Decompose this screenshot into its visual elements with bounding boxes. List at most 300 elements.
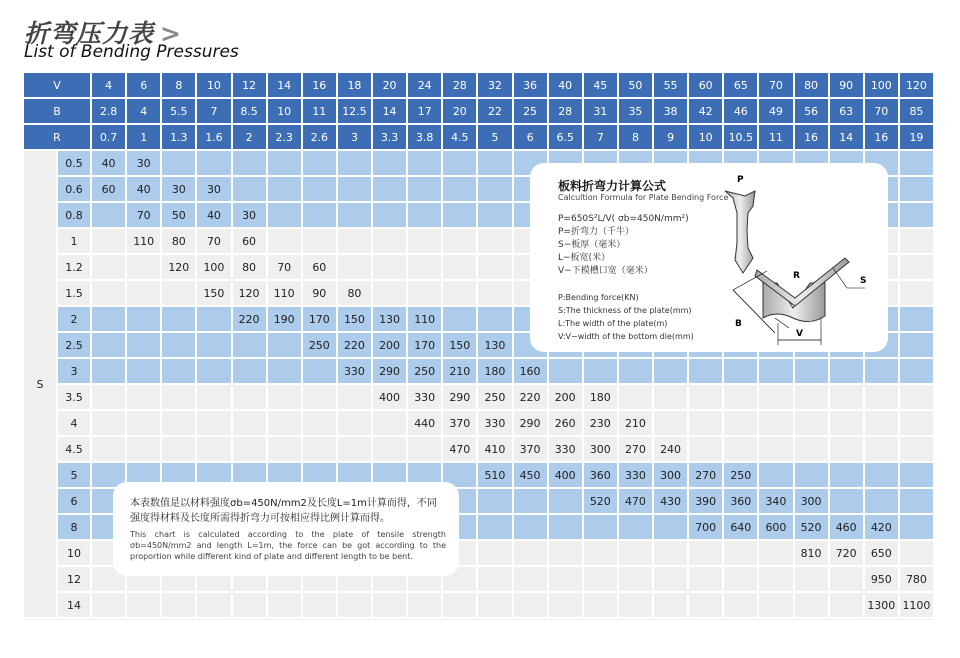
header-cell: 19 — [900, 125, 935, 151]
s-value: 0.5 — [58, 151, 92, 177]
table-cell: 150 — [443, 333, 478, 359]
table-cell — [724, 593, 759, 619]
table-cell — [830, 437, 865, 463]
table-cell — [127, 333, 162, 359]
table-cell — [127, 593, 162, 619]
page-title-en: List of Bending Pressures — [24, 42, 239, 62]
table-cell: 230 — [584, 411, 619, 437]
table-cell — [900, 541, 935, 567]
s-value: 10 — [58, 541, 92, 567]
table-cell: 260 — [549, 411, 584, 437]
table-cell — [830, 489, 865, 515]
table-cell — [724, 437, 759, 463]
header-cell: 3.3 — [373, 125, 408, 151]
table-cell — [268, 385, 303, 411]
table-cell — [233, 385, 268, 411]
table-cell — [865, 385, 900, 411]
table-cell: 220 — [233, 307, 268, 333]
table-cell: 120 — [162, 255, 197, 281]
table-cell — [865, 411, 900, 437]
table-cell — [162, 359, 197, 385]
header-cell: 20 — [373, 73, 408, 99]
table-cell — [162, 385, 197, 411]
table-cell — [268, 359, 303, 385]
table-cell — [443, 307, 478, 333]
header-cell: 28 — [549, 99, 584, 125]
header-cell: 85 — [900, 99, 935, 125]
header-cell: 28 — [443, 73, 478, 99]
table-cell — [373, 203, 408, 229]
table-cell — [900, 515, 935, 541]
table-cell: 470 — [619, 489, 654, 515]
table-cell: 180 — [478, 359, 513, 385]
table-cell — [233, 593, 268, 619]
table-cell — [268, 151, 303, 177]
table-cell — [92, 359, 127, 385]
table-cell: 470 — [443, 437, 478, 463]
table-cell — [724, 359, 759, 385]
table-cell — [162, 593, 197, 619]
header-cell: 2 — [233, 125, 268, 151]
table-cell — [900, 255, 935, 281]
table-cell — [303, 229, 338, 255]
header-cell: 4 — [92, 73, 127, 99]
table-cell — [92, 437, 127, 463]
table-cell — [654, 359, 689, 385]
table-cell — [162, 437, 197, 463]
header-cell: 3.8 — [408, 125, 443, 151]
table-cell — [724, 567, 759, 593]
table-cell — [549, 541, 584, 567]
formula-line: P:Bending force(KN) — [558, 293, 639, 302]
table-cell — [689, 411, 724, 437]
table-cell: 30 — [197, 177, 232, 203]
header-cell: 40 — [549, 73, 584, 99]
table-cell — [162, 411, 197, 437]
s-value: 4 — [58, 411, 92, 437]
table-cell: 420 — [865, 515, 900, 541]
header-cell: 35 — [619, 99, 654, 125]
formula-lines-cn — [558, 213, 689, 278]
table-cell: 150 — [197, 281, 232, 307]
table-cell: 640 — [724, 515, 759, 541]
table-cell — [373, 255, 408, 281]
table-cell: 110 — [268, 281, 303, 307]
table-cell — [197, 411, 232, 437]
table-cell: 330 — [549, 437, 584, 463]
table-cell — [900, 411, 935, 437]
table-cell — [92, 281, 127, 307]
table-cell: 150 — [338, 307, 373, 333]
table-cell — [92, 411, 127, 437]
table-cell — [900, 307, 935, 333]
table-cell: 810 — [795, 541, 830, 567]
table-cell — [127, 359, 162, 385]
header-cell: 38 — [654, 99, 689, 125]
table-cell — [759, 437, 794, 463]
table-cell: 390 — [689, 489, 724, 515]
table-cell — [478, 229, 513, 255]
header-cell: 42 — [689, 99, 724, 125]
table-cell: 90 — [303, 281, 338, 307]
header-cell: 1 — [127, 125, 162, 151]
table-cell — [338, 229, 373, 255]
table-cell — [830, 411, 865, 437]
table-cell: 520 — [795, 515, 830, 541]
table-cell — [865, 359, 900, 385]
table-cell — [689, 593, 724, 619]
table-cell — [338, 411, 373, 437]
table-cell — [830, 593, 865, 619]
table-cell — [900, 229, 935, 255]
table-cell — [900, 333, 935, 359]
formula-line: S:The thickness of the plate(mm) — [558, 306, 692, 315]
table-cell — [233, 177, 268, 203]
header-cell: 16 — [795, 125, 830, 151]
table-cell: 220 — [338, 333, 373, 359]
table-cell — [584, 515, 619, 541]
table-cell — [197, 333, 232, 359]
table-cell — [900, 489, 935, 515]
table-cell: 210 — [443, 359, 478, 385]
table-cell — [197, 359, 232, 385]
table-cell — [127, 255, 162, 281]
table-cell: 340 — [759, 489, 794, 515]
table-cell — [514, 541, 549, 567]
table-cell — [619, 593, 654, 619]
table-cell: 200 — [549, 385, 584, 411]
formula-line: V−下模槽口宽（毫米） — [558, 266, 653, 276]
table-cell: 240 — [654, 437, 689, 463]
table-cell — [900, 359, 935, 385]
table-cell — [408, 281, 443, 307]
table-cell: 300 — [795, 489, 830, 515]
table-cell — [162, 307, 197, 333]
header-cell: 50 — [619, 73, 654, 99]
header-cell: 2.3 — [268, 125, 303, 151]
table-cell — [478, 515, 513, 541]
table-cell — [759, 385, 794, 411]
table-cell — [373, 411, 408, 437]
header-cell: 10 — [689, 125, 724, 151]
table-cell — [795, 463, 830, 489]
table-cell — [443, 281, 478, 307]
table-cell — [619, 385, 654, 411]
header-cell: 3 — [338, 125, 373, 151]
table-cell — [478, 177, 513, 203]
header-cell: 120 — [900, 73, 935, 99]
table-cell — [162, 151, 197, 177]
header-cell: 18 — [338, 73, 373, 99]
table-cell — [373, 177, 408, 203]
s-value: 4.5 — [58, 437, 92, 463]
table-cell — [233, 359, 268, 385]
header-cell: 46 — [724, 99, 759, 125]
header-cell: 8.5 — [233, 99, 268, 125]
formula-card — [530, 163, 888, 352]
s-value: 8 — [58, 515, 92, 541]
header-cell: 36 — [514, 73, 549, 99]
table-cell — [408, 437, 443, 463]
table-cell: 450 — [514, 463, 549, 489]
table-cell — [92, 229, 127, 255]
table-cell — [92, 593, 127, 619]
s-value: 0.6 — [58, 177, 92, 203]
header-cell: 10 — [268, 99, 303, 125]
table-cell — [654, 593, 689, 619]
table-cell — [408, 255, 443, 281]
label-p: P — [737, 175, 744, 185]
table-cell: 440 — [408, 411, 443, 437]
table-cell — [900, 281, 935, 307]
table-cell — [197, 307, 232, 333]
table-cell — [92, 385, 127, 411]
table-cell — [724, 411, 759, 437]
table-cell: 520 — [584, 489, 619, 515]
table-cell — [92, 255, 127, 281]
table-cell — [127, 281, 162, 307]
s-value: 3.5 — [58, 385, 92, 411]
table-cell: 250 — [724, 463, 759, 489]
table-cell — [549, 593, 584, 619]
table-cell: 170 — [303, 307, 338, 333]
formula-line: L−板宽(米） — [558, 253, 611, 263]
table-cell — [197, 151, 232, 177]
table-cell — [514, 515, 549, 541]
table-cell — [830, 463, 865, 489]
header-cell: 16 — [303, 73, 338, 99]
table-cell — [584, 359, 619, 385]
table-cell: 1300 — [865, 593, 900, 619]
table-cell: 160 — [514, 359, 549, 385]
table-cell — [443, 151, 478, 177]
table-cell — [619, 359, 654, 385]
table-cell: 130 — [373, 307, 408, 333]
table-cell: 650 — [865, 541, 900, 567]
label-s: S — [860, 276, 867, 286]
table-cell: 250 — [408, 359, 443, 385]
table-cell: 60 — [303, 255, 338, 281]
table-cell — [197, 437, 232, 463]
table-cell — [900, 463, 935, 489]
header-cell: 0.7 — [92, 125, 127, 151]
table-cell: 290 — [373, 359, 408, 385]
table-cell: 290 — [514, 411, 549, 437]
table-cell — [584, 567, 619, 593]
s-value: 2.5 — [58, 333, 92, 359]
header-cell: 8 — [619, 125, 654, 151]
header-cell: 6.5 — [549, 125, 584, 151]
header-cell: 70 — [865, 99, 900, 125]
table-cell — [584, 593, 619, 619]
formula-lines-en — [558, 291, 694, 343]
note-card — [113, 482, 459, 576]
table-cell — [303, 593, 338, 619]
table-cell — [338, 255, 373, 281]
table-cell — [92, 203, 127, 229]
table-cell — [303, 151, 338, 177]
table-cell — [795, 567, 830, 593]
header-cell: 49 — [759, 99, 794, 125]
header-cell: 7 — [197, 99, 232, 125]
header-cell: 10.5 — [724, 125, 759, 151]
table-cell — [759, 411, 794, 437]
table-cell — [865, 437, 900, 463]
table-cell — [654, 541, 689, 567]
table-cell — [338, 593, 373, 619]
header-cell: 11 — [303, 99, 338, 125]
table-cell — [268, 229, 303, 255]
table-cell: 110 — [127, 229, 162, 255]
table-cell — [478, 255, 513, 281]
table-cell — [478, 567, 513, 593]
table-cell — [268, 437, 303, 463]
table-cell — [268, 411, 303, 437]
header-cell: 56 — [795, 99, 830, 125]
header-cell: 6 — [127, 73, 162, 99]
table-cell — [268, 203, 303, 229]
formula-line: L:The width of the plate(m) — [558, 319, 668, 328]
table-cell: 400 — [373, 385, 408, 411]
header-cell: 10 — [197, 73, 232, 99]
table-cell — [408, 203, 443, 229]
table-cell — [795, 359, 830, 385]
header-label-r: R — [24, 125, 92, 151]
table-cell: 40 — [127, 177, 162, 203]
table-cell — [268, 177, 303, 203]
table-cell — [162, 281, 197, 307]
table-cell — [338, 151, 373, 177]
chevron-right-icon: > — [160, 19, 182, 48]
table-cell — [92, 333, 127, 359]
table-cell — [514, 567, 549, 593]
table-cell — [654, 515, 689, 541]
table-cell — [724, 541, 759, 567]
table-cell — [689, 567, 724, 593]
table-cell — [900, 385, 935, 411]
table-cell: 80 — [338, 281, 373, 307]
table-cell: 300 — [654, 463, 689, 489]
header-cell: 90 — [830, 73, 865, 99]
header-cell: 5.5 — [162, 99, 197, 125]
header-cell: 1.3 — [162, 125, 197, 151]
table-cell: 780 — [900, 567, 935, 593]
table-cell — [724, 385, 759, 411]
header-cell: 31 — [584, 99, 619, 125]
table-cell — [795, 437, 830, 463]
table-cell — [900, 203, 935, 229]
s-value: 6 — [58, 489, 92, 515]
table-cell: 70 — [197, 229, 232, 255]
table-cell — [303, 385, 338, 411]
table-cell: 30 — [127, 151, 162, 177]
s-value: 1 — [58, 229, 92, 255]
table-cell: 250 — [303, 333, 338, 359]
table-cell — [373, 229, 408, 255]
table-cell — [865, 489, 900, 515]
table-cell — [689, 385, 724, 411]
table-cell: 410 — [478, 437, 513, 463]
table-cell: 220 — [514, 385, 549, 411]
table-cell — [865, 463, 900, 489]
table-cell — [303, 437, 338, 463]
header-cell: 65 — [724, 73, 759, 99]
header-cell: 45 — [584, 73, 619, 99]
table-cell — [900, 437, 935, 463]
header-cell: 2.8 — [92, 99, 127, 125]
table-cell — [197, 593, 232, 619]
table-cell — [478, 281, 513, 307]
header-cell: 60 — [689, 73, 724, 99]
table-cell: 30 — [162, 177, 197, 203]
table-cell: 300 — [584, 437, 619, 463]
table-cell — [514, 489, 549, 515]
table-cell — [759, 463, 794, 489]
table-cell — [584, 541, 619, 567]
table-cell — [654, 567, 689, 593]
table-cell — [443, 177, 478, 203]
table-cell — [443, 203, 478, 229]
table-cell — [408, 229, 443, 255]
header-cell: 8 — [162, 73, 197, 99]
table-cell: 330 — [478, 411, 513, 437]
table-cell: 400 — [549, 463, 584, 489]
header-label-b: B — [24, 99, 92, 125]
header-cell: 63 — [830, 99, 865, 125]
table-cell — [830, 385, 865, 411]
table-cell — [373, 281, 408, 307]
table-cell — [478, 203, 513, 229]
table-cell — [549, 515, 584, 541]
table-cell — [549, 359, 584, 385]
table-cell: 80 — [162, 229, 197, 255]
table-cell: 1100 — [900, 593, 935, 619]
table-cell — [127, 385, 162, 411]
formula-line: P=650S²L/V( σb=450N/mm²) — [558, 214, 689, 224]
table-cell — [759, 541, 794, 567]
table-cell: 700 — [689, 515, 724, 541]
header-cell: 16 — [865, 125, 900, 151]
table-cell: 720 — [830, 541, 865, 567]
table-cell — [338, 437, 373, 463]
table-cell: 600 — [759, 515, 794, 541]
s-value: 14 — [58, 593, 92, 619]
formula-line: S−板厚（毫米） — [558, 240, 626, 250]
table-cell — [233, 151, 268, 177]
header-cell: 1.6 — [197, 125, 232, 151]
table-cell: 360 — [724, 489, 759, 515]
table-cell — [759, 593, 794, 619]
table-cell: 50 — [162, 203, 197, 229]
table-cell — [478, 541, 513, 567]
table-cell — [689, 437, 724, 463]
label-b: B — [735, 319, 742, 329]
table-cell — [408, 593, 443, 619]
table-cell: 330 — [408, 385, 443, 411]
header-cell: 14 — [830, 125, 865, 151]
table-cell — [303, 359, 338, 385]
bending-diagram — [715, 168, 885, 348]
table-cell — [478, 151, 513, 177]
header-cell: 2.6 — [303, 125, 338, 151]
s-value: 5 — [58, 463, 92, 489]
table-cell — [408, 177, 443, 203]
header-cell: 4.5 — [443, 125, 478, 151]
table-cell: 30 — [233, 203, 268, 229]
label-v: V — [796, 329, 803, 339]
table-cell: 270 — [619, 437, 654, 463]
table-cell — [654, 385, 689, 411]
